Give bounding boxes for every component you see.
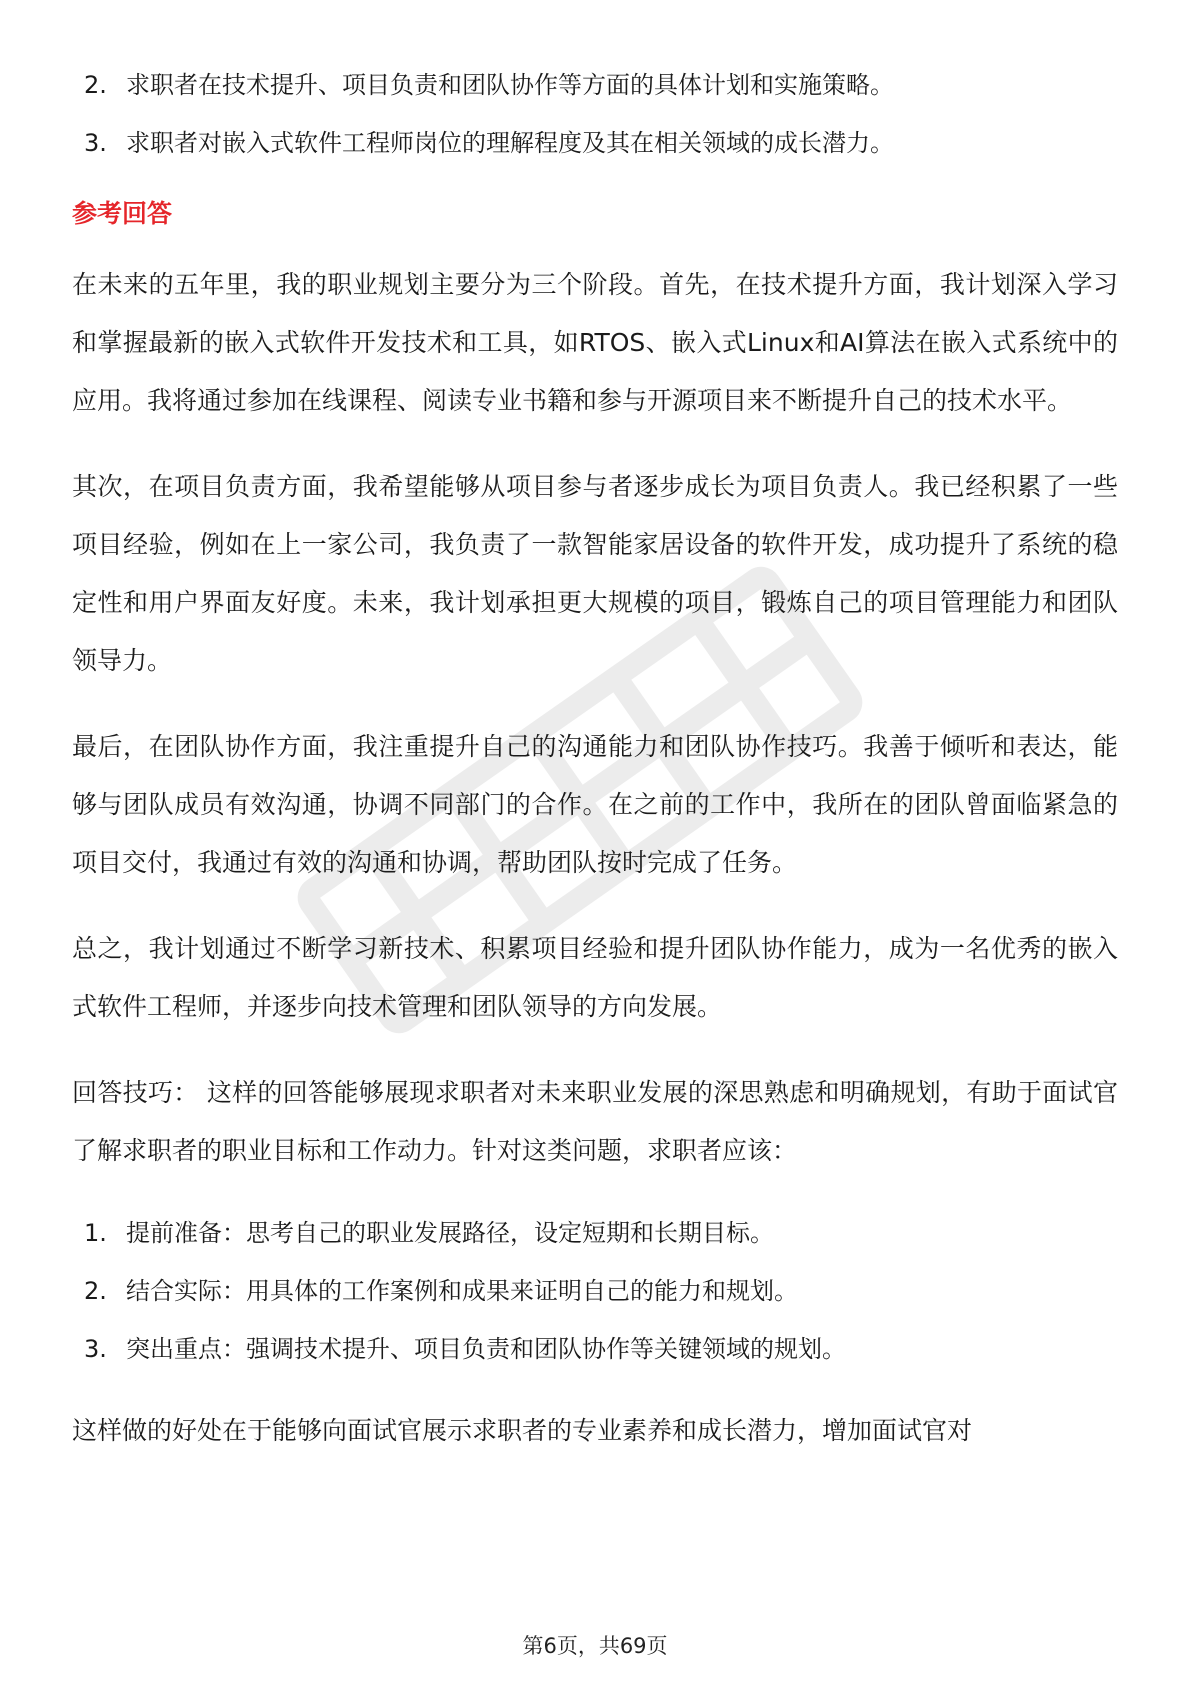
list-item-number: 2. [84, 71, 107, 99]
list-item-text: 求职者在技术提升、项目负责和团队协作等方面的具体计划和实施策略。 [126, 71, 894, 99]
paragraph: 其次，在项目负责方面，我希望能够从项目参与者逐步成长为项目负责人。我已经积累了一些项目经验，例如在上一家公司，我负责了一款智能家居设备的软件开发，成功提升了系统的稳定性和用户界面友好度。未来，我计划承担更大规模的项目，锻炼自己的项目管理能力和团队领导力。 [72, 472, 1118, 675]
list-item-text: 提前准备：思考自己的职业发展路径，设定短期和长期目标。 [126, 1219, 774, 1247]
list-item-number: 1. [84, 1219, 107, 1247]
page-footer: 第6页，共69页 [522, 1634, 668, 1658]
list-item [72, 1320, 1118, 1378]
main-content [72, 56, 1118, 1488]
paragraph: 总之，我计划通过不断学习新技术、积累项目经验和提升团队协作能力，成为一名优秀的嵌入式软件工程师，并逐步向技术管理和团队领导的方向发展。 [72, 934, 1118, 1021]
top-list [72, 56, 1118, 172]
tips-list [72, 1204, 1118, 1378]
paragraph: 在未来的五年里，我的职业规划主要分为三个阶段。首先，在技术提升方面，我计划深入学习和掌握最新的嵌入式软件开发技术和工具，如RTOS、嵌入式Linux和AI算法在嵌入式系统中的应用。我将通过参加在线课程、阅读专业书籍和参与开源项目来不断提升自己的技术水平。 [72, 270, 1118, 415]
list-item-number: 3. [84, 129, 107, 157]
list-item [72, 1262, 1118, 1320]
list-item-text: 求职者对嵌入式软件工程师岗位的理解程度及其在相关领域的成长潜力。 [126, 129, 894, 157]
tips-intro-paragraph: 回答技巧： 这样的回答能够展现求职者对未来职业发展的深思熟虑和明确规划，有助于面试官了解求职者的职业目标和工作动力。针对这类问题，求职者应该： [72, 1078, 1118, 1165]
closing-paragraph: 这样做的好处在于能够向面试官展示求职者的专业素养和成长潜力，增加面试官对 [72, 1416, 973, 1445]
list-item-text: 结合实际：用具体的工作案例和成果来证明自己的能力和规划。 [126, 1277, 798, 1305]
list-item-number: 2. [84, 1277, 107, 1305]
list-item [72, 1204, 1118, 1262]
paragraph: 最后，在团队协作方面，我注重提升自己的沟通能力和团队协作技巧。我善于倾听和表达，能够与团队成员有效沟通，协调不同部门的合作。在之前的工作中，我所在的团队曾面临紧急的项目交付，我通过有效的沟通和协调，帮助团队按时完成了任务。 [72, 732, 1118, 877]
list-item [72, 114, 1118, 172]
list-item-text: 突出重点：强调技术提升、项目负责和团队协作等关键领域的规划。 [126, 1335, 846, 1363]
list-item-number: 3. [84, 1335, 107, 1363]
section-title: 参考回答 [72, 199, 173, 228]
list-item [72, 56, 1118, 114]
